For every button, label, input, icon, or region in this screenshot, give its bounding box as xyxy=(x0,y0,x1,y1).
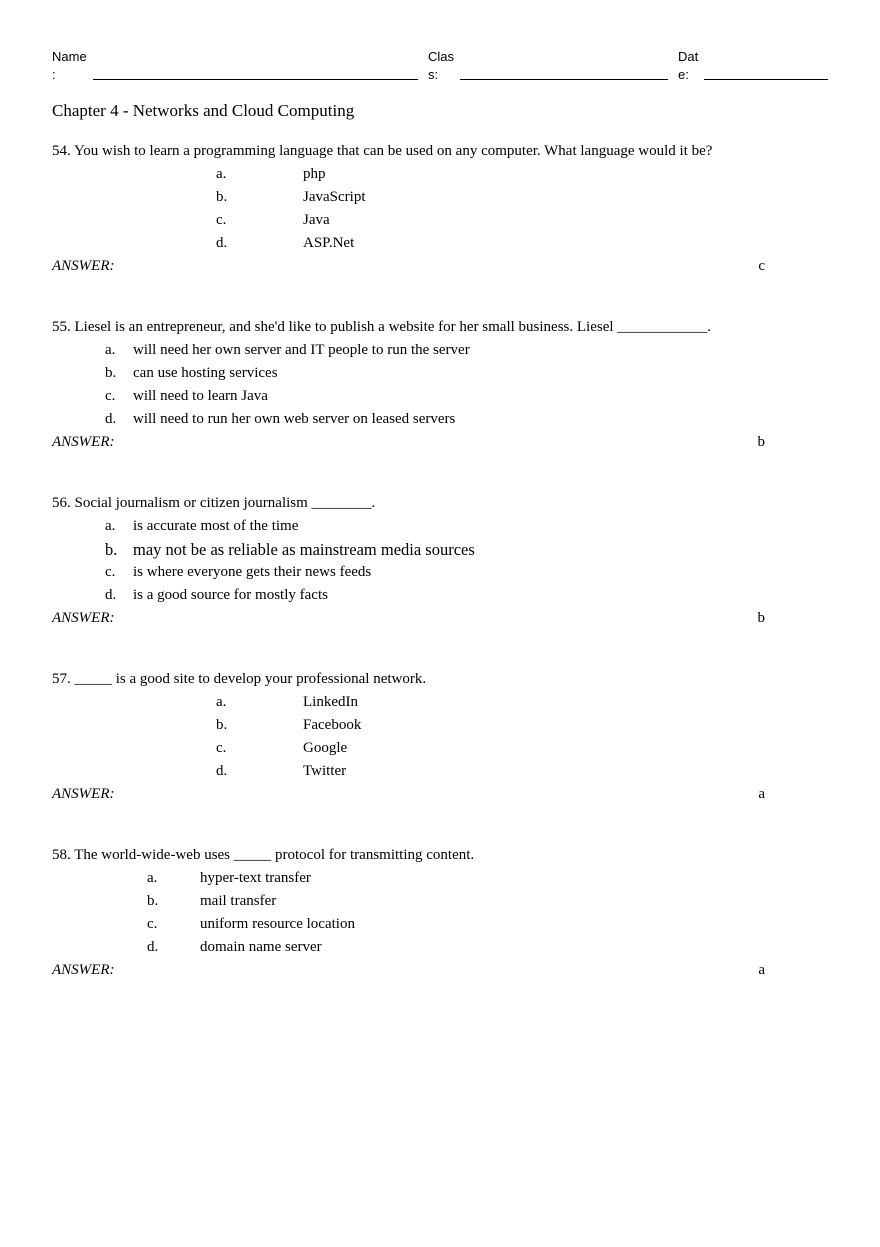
option-text: Java xyxy=(303,212,330,229)
answer-value: b xyxy=(757,610,765,627)
page-header xyxy=(52,48,828,83)
option-text: will need to run her own web server on leased servers xyxy=(133,411,456,428)
option-letter: a. xyxy=(105,342,116,359)
name-label-text: Name xyxy=(52,49,87,64)
option-c xyxy=(52,209,828,232)
date-label-colon: e: xyxy=(678,66,689,82)
name-underline xyxy=(93,79,418,80)
option-text: Google xyxy=(303,740,348,757)
question-text-line xyxy=(52,669,828,689)
option-text: Twitter xyxy=(303,763,347,780)
option-text: JavaScript xyxy=(303,189,366,206)
answer-label: ANSWER: xyxy=(52,962,115,979)
option-text: Facebook xyxy=(303,717,362,734)
option-text: ASP.Net xyxy=(303,235,355,252)
option-text: is where everyone gets their news feeds xyxy=(133,564,372,581)
question-58 xyxy=(52,845,828,982)
answer-value: c xyxy=(758,258,765,275)
name-field xyxy=(52,48,428,83)
option-text: is accurate most of the time xyxy=(133,518,299,535)
options-list xyxy=(52,515,828,607)
option-text: uniform resource location xyxy=(200,916,355,933)
option-c xyxy=(52,737,828,760)
question-text: You wish to learn a programming language that can be used on any computer. What language would it be? xyxy=(73,143,713,160)
option-letter: a. xyxy=(147,870,158,887)
option-letter: c. xyxy=(216,740,227,757)
answer-value: a xyxy=(758,962,765,979)
options-list xyxy=(52,691,828,783)
question-text-line xyxy=(52,493,828,513)
option-d xyxy=(52,936,828,959)
option-d xyxy=(52,408,828,431)
option-letter: b. xyxy=(216,189,228,206)
option-letter: b. xyxy=(147,893,159,910)
option-letter: d. xyxy=(105,587,117,604)
question-number: 58. xyxy=(52,847,71,864)
option-letter: a. xyxy=(216,694,227,711)
option-c xyxy=(52,385,828,408)
options-list xyxy=(52,163,828,255)
option-a xyxy=(52,163,828,186)
answer-value: a xyxy=(758,786,765,803)
option-c xyxy=(52,913,828,936)
option-letter: b. xyxy=(105,540,118,560)
question-text-line xyxy=(52,845,828,865)
class-label-text: Clas xyxy=(428,49,455,64)
question-57 xyxy=(52,669,828,806)
option-text: php xyxy=(303,166,326,183)
option-a xyxy=(52,867,828,890)
option-letter: a. xyxy=(216,166,227,183)
question-number: 56. xyxy=(52,495,71,512)
option-b xyxy=(52,186,828,209)
option-text: will need her own server and IT people to run the server xyxy=(133,342,470,359)
options-list xyxy=(52,339,828,431)
question-text: _____ is a good site to develop your professional network. xyxy=(74,671,427,688)
option-b xyxy=(52,714,828,737)
question-text-line xyxy=(52,317,828,337)
option-b xyxy=(52,362,828,385)
question-56 xyxy=(52,493,828,630)
question-number: 54. xyxy=(52,143,71,160)
option-b xyxy=(52,538,828,561)
option-text: is a good source for mostly facts xyxy=(133,587,328,604)
option-text: domain name server xyxy=(200,939,322,956)
class-label-colon: s: xyxy=(428,66,439,82)
date-underline xyxy=(704,79,828,80)
question-text: The world-wide-web uses _____ protocol for transmitting content. xyxy=(74,847,475,864)
option-letter: b. xyxy=(216,717,228,734)
option-text: mail transfer xyxy=(200,893,277,910)
name-label xyxy=(52,48,93,83)
option-b xyxy=(52,890,828,913)
chapter-title: Chapter 4 - Networks and Cloud Computing xyxy=(52,101,355,121)
answer-value: b xyxy=(757,434,765,451)
answer-label: ANSWER: xyxy=(52,786,115,803)
answer-label: ANSWER: xyxy=(52,434,115,451)
answer-label: ANSWER: xyxy=(52,258,115,275)
question-text: Social journalism or citizen journalism ________. xyxy=(74,495,376,512)
option-d xyxy=(52,584,828,607)
option-a xyxy=(52,339,828,362)
question-text: Liesel is an entrepreneur, and she'd like to publish a website for her small business. Liesel ____________. xyxy=(74,319,712,336)
option-letter: d. xyxy=(105,411,117,428)
answer-row xyxy=(52,431,828,454)
class-field xyxy=(428,48,678,83)
class-underline xyxy=(460,79,668,80)
answer-row xyxy=(52,783,828,806)
option-letter: d. xyxy=(147,939,159,956)
option-a xyxy=(52,691,828,714)
date-label xyxy=(678,48,704,83)
answer-row xyxy=(52,959,828,982)
question-number: 55. xyxy=(52,319,71,336)
date-field xyxy=(678,48,828,83)
option-d xyxy=(52,232,828,255)
option-text: LinkedIn xyxy=(303,694,358,711)
class-label xyxy=(428,48,460,83)
option-letter: a. xyxy=(105,518,116,535)
answer-row xyxy=(52,255,828,278)
answer-row xyxy=(52,607,828,630)
option-letter: d. xyxy=(216,763,228,780)
option-text: hyper-text transfer xyxy=(200,870,311,887)
question-54 xyxy=(52,141,828,278)
options-list xyxy=(52,867,828,959)
option-a xyxy=(52,515,828,538)
option-letter: c. xyxy=(105,564,116,581)
option-letter: d. xyxy=(216,235,228,252)
option-letter: c. xyxy=(147,916,158,933)
option-text: will need to learn Java xyxy=(133,388,268,405)
question-55 xyxy=(52,317,828,454)
answer-label: ANSWER: xyxy=(52,610,115,627)
option-letter: c. xyxy=(105,388,116,405)
question-number: 57. xyxy=(52,671,71,688)
option-c xyxy=(52,561,828,584)
option-d xyxy=(52,760,828,783)
date-label-text: Dat xyxy=(678,49,699,64)
question-text-line xyxy=(52,141,828,161)
option-text: can use hosting services xyxy=(133,365,278,382)
name-label-colon: : xyxy=(52,66,56,82)
option-letter: b. xyxy=(105,365,117,382)
option-text: may not be as reliable as mainstream media sources xyxy=(133,540,475,560)
option-letter: c. xyxy=(216,212,227,229)
